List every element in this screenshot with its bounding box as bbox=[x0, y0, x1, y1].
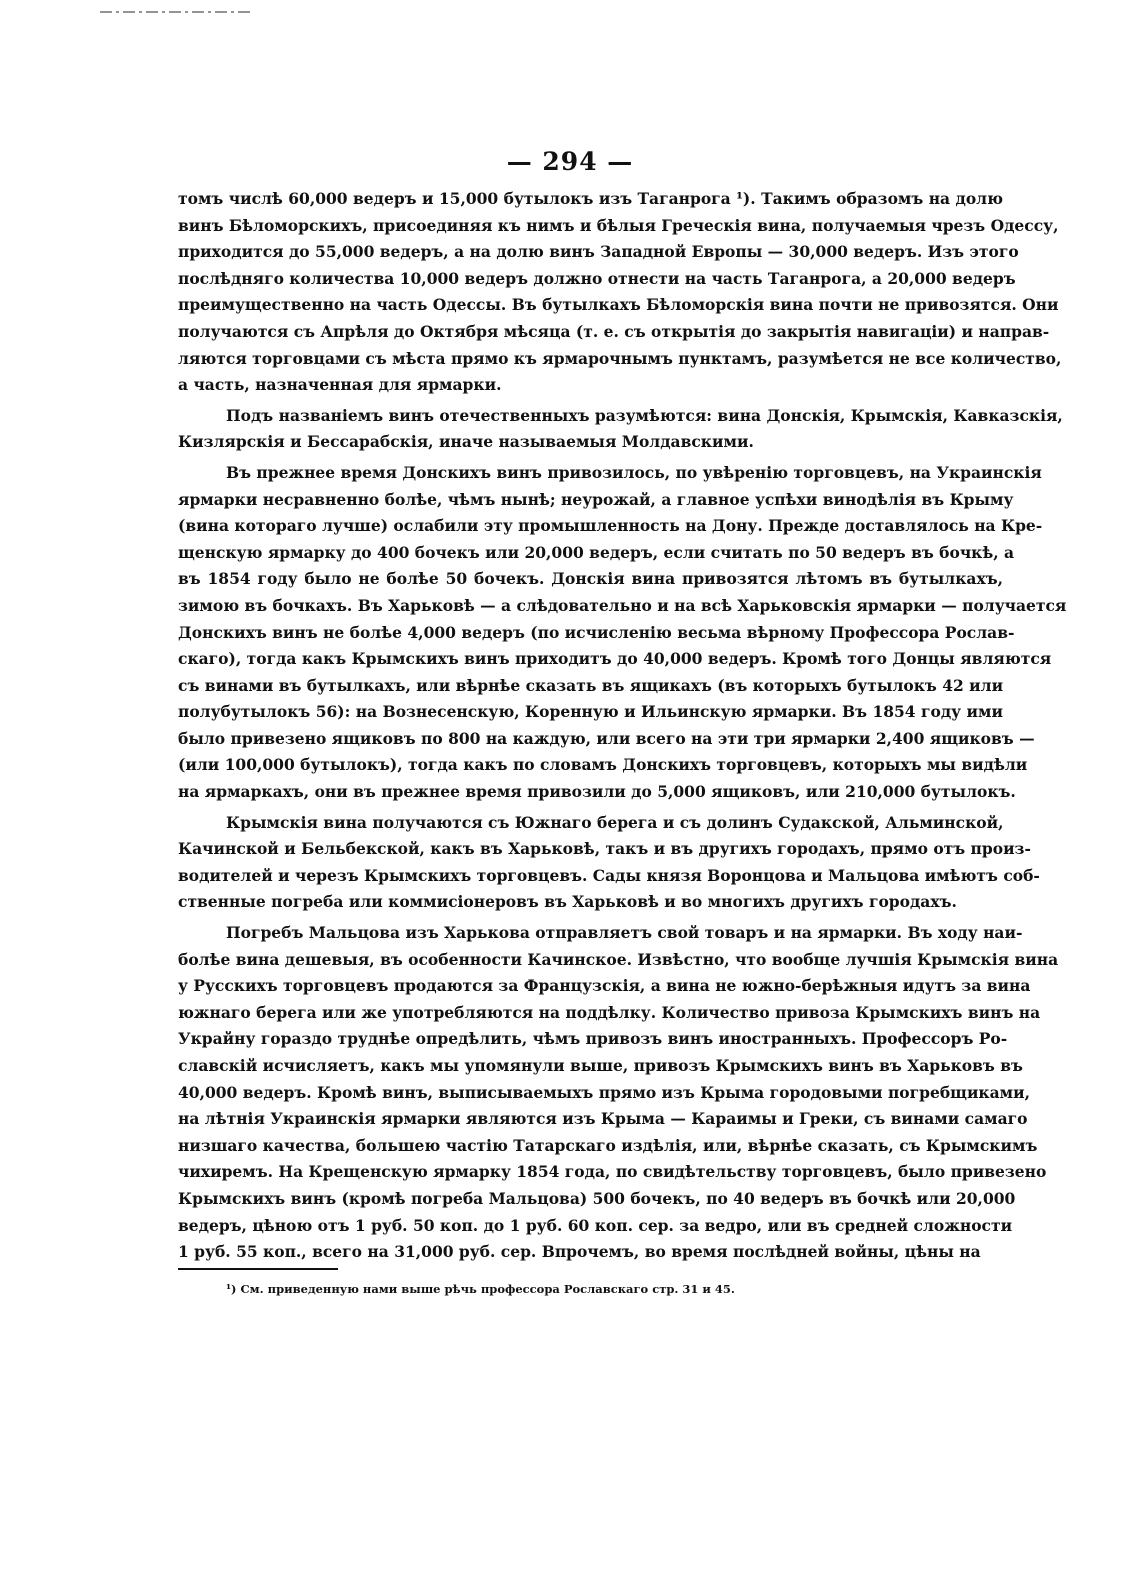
paragraph bbox=[178, 810, 1040, 916]
text-line: преимущественно на часть Одессы. Въ бутылкахъ Бѣломорскія вина почти не привозятся. Они bbox=[178, 295, 1059, 315]
text-line: послѣдняго количества 10,000 ведеръ должно отнести на часть Таганрога, а 20,000 ведеръ bbox=[178, 268, 1016, 288]
text-line: скаго), тогда какъ Крымскихъ винъ приходитъ до 40,000 ведеръ. Кромѣ того Донцы являются bbox=[178, 649, 1052, 669]
text-line: Погребъ Мальцова изъ Харькова отправляетъ свой товаръ и на ярмарки. Въ ходу наи- bbox=[226, 923, 1023, 943]
text-line: получаются съ Апрѣля до Октября мѣсяца (т. е. съ открытія до закрытія навигаціи) и направ- bbox=[178, 321, 1050, 341]
text-line: винъ Бѣломорскихъ, присоединяя къ нимъ и бѣлыя Греческія вина, получаемыя чрезъ Одессу, bbox=[178, 215, 1059, 235]
footnote bbox=[226, 1282, 735, 1296]
text-line: водителей и черезъ Крымскихъ торговцевъ. Сады князя Воронцова и Мальцова имѣютъ соб- bbox=[178, 865, 1040, 885]
text-line: Украйну гораздо труднѣе опредѣлить, чѣмъ привозъ винъ иностранныхъ. Профессоръ Ро- bbox=[178, 1029, 1008, 1049]
text-line: (или 100,000 бутылокъ), тогда какъ по словамъ Донскихъ торговцевъ, которыхъ мы видѣли bbox=[178, 755, 1028, 775]
text-line: зимою въ бочкахъ. Въ Харьковѣ — а слѣдовательно и на всѣ Харьковскія ярмарки — получается bbox=[178, 595, 1067, 615]
text-line: Подъ названіемъ винъ отечественныхъ разумѣются: вина Донскія, Крымскія, Кавказскія, bbox=[226, 405, 1063, 425]
text-line: 40,000 ведеръ. Кромѣ винъ, выписываемыхъ прямо изъ Крыма городовыми погребщиками, bbox=[178, 1082, 1031, 1102]
text-line: было привезено ящиковъ по 800 на каждую, или всего на эти три ярмарки 2,400 ящиковъ — bbox=[178, 728, 1035, 748]
text-line: въ 1854 году было не болѣе 50 бочекъ. Донскія вина привозятся лѣтомъ въ бутылкахъ, bbox=[178, 569, 1003, 589]
text-line: болѣе вина дешевыя, въ особенности Качинское. Извѣстно, что вообще лучшія Крымскія вина bbox=[178, 949, 1059, 969]
footnote-marker: ¹) bbox=[226, 1282, 237, 1296]
text-line: у Русскихъ торговцевъ продаются за Французскія, а вина не южно-берѣжныя идутъ за вина bbox=[178, 976, 1031, 996]
text-line: славскій исчисляетъ, какъ мы упомянули выше, привозъ Крымскихъ винъ въ Харьковъ въ bbox=[178, 1056, 1023, 1075]
paragraph bbox=[178, 920, 1059, 1266]
text-line: ляются торговцами съ мѣста прямо къ ярмарочнымъ пунктамъ, разумѣется не все количество, bbox=[178, 348, 1062, 368]
text-line: томъ числѣ 60,000 ведеръ и 15,000 бутылокъ изъ Таганрога ¹). Такимъ образомъ на долю bbox=[178, 189, 1003, 208]
text-line: чихиремъ. На Крещенскую ярмарку 1854 года, по свидѣтельству торговцевъ, было привезено bbox=[178, 1162, 1047, 1182]
text-line: Крымскихъ винъ (кромѣ погреба Мальцова) 500 бочекъ, по 40 ведеръ въ бочкѣ или 20,000 bbox=[178, 1188, 1016, 1208]
footnote-divider bbox=[178, 1268, 338, 1270]
text-line: на ярмаркахъ, они въ прежнее время привозили до 5,000 ящиковъ, или 210,000 бутылокъ. bbox=[178, 782, 1016, 802]
text-line: полубутылокъ 56): на Вознесенскую, Коренную и Ильинскую ярмарки. Въ 1854 году ими bbox=[178, 702, 1003, 722]
paragraph bbox=[178, 403, 1063, 456]
text-line: ярмарки несравненно болѣе, чѣмъ нынѣ; неурожай, а главное успѣхи винодѣлія въ Крыму bbox=[178, 489, 1014, 509]
text-line: Донскихъ винъ не болѣе 4,000 ведеръ (по исчисленію весьма вѣрному Профессора Рослав- bbox=[178, 622, 1015, 642]
text-line: (вина котораго лучше) ослабили эту промышленность на Дону. Прежде доставлялось на Кре- bbox=[178, 516, 1043, 536]
text-line: Кизлярскія и Бессарабскія, иначе называемыя Молдавскими. bbox=[178, 432, 754, 452]
text-line: съ винами въ бутылкахъ, или вѣрнѣе сказать въ ящикахъ (въ которыхъ бутылокъ 42 или bbox=[178, 675, 1004, 695]
paragraph bbox=[178, 460, 1067, 806]
text-line: ведеръ, цѣною отъ 1 руб. 50 коп. до 1 руб. 60 коп. сер. за ведро, или въ средней сложности bbox=[178, 1215, 1013, 1235]
text-line: а часть, назначенная для ярмарки. bbox=[178, 375, 502, 395]
text-line: 1 руб. 55 коп., всего на 31,000 руб. сер. Впрочемъ, во время послѣдней войны, цѣны на bbox=[178, 1242, 981, 1262]
text-line: щенскую ярмарку до 400 бочекъ или 20,000 ведеръ, если считать по 50 ведеръ въ бочкѣ, а bbox=[178, 542, 1015, 562]
text-line: Крымскія вина получаются съ Южнаго берега и съ долинъ Судакской, Альминской, bbox=[226, 812, 1004, 832]
text-line: южнаго берега или же употребляются на поддѣлку. Количество привоза Крымскихъ винъ на bbox=[178, 1002, 1041, 1022]
text-line: приходится до 55,000 ведеръ, а на долю винъ Западной Европы — 30,000 ведеръ. Изъ этого bbox=[178, 242, 1019, 262]
paragraph bbox=[178, 186, 1062, 399]
text-line: Качинской и Бельбекской, какъ въ Харьковѣ, такъ и въ другихъ городахъ, прямо отъ произ- bbox=[178, 839, 1031, 859]
body-text bbox=[178, 186, 1067, 1266]
text-line: ственные погреба или коммисіонеровъ въ Харьковѣ и во многихъ другихъ городахъ. bbox=[178, 892, 957, 912]
scan-artifact bbox=[100, 10, 250, 14]
footnote-text: См. приведенную нами выше рѣчь профессора Рославскаго стр. 31 и 45. bbox=[240, 1282, 735, 1296]
text-line: Въ прежнее время Донскихъ винъ привозилось, по увѣренію торговцевъ, на Украинскія bbox=[226, 462, 1042, 482]
text-line: низшаго качества, большею частію Татарскаго издѣлія, или, вѣрнѣе сказать, съ Крымскимъ bbox=[178, 1135, 1038, 1155]
page-number: — 294 — bbox=[506, 147, 634, 176]
text-line: на лѣтнія Украинскія ярмарки являются изъ Крыма — Караимы и Греки, съ винами самаго bbox=[178, 1109, 1028, 1129]
